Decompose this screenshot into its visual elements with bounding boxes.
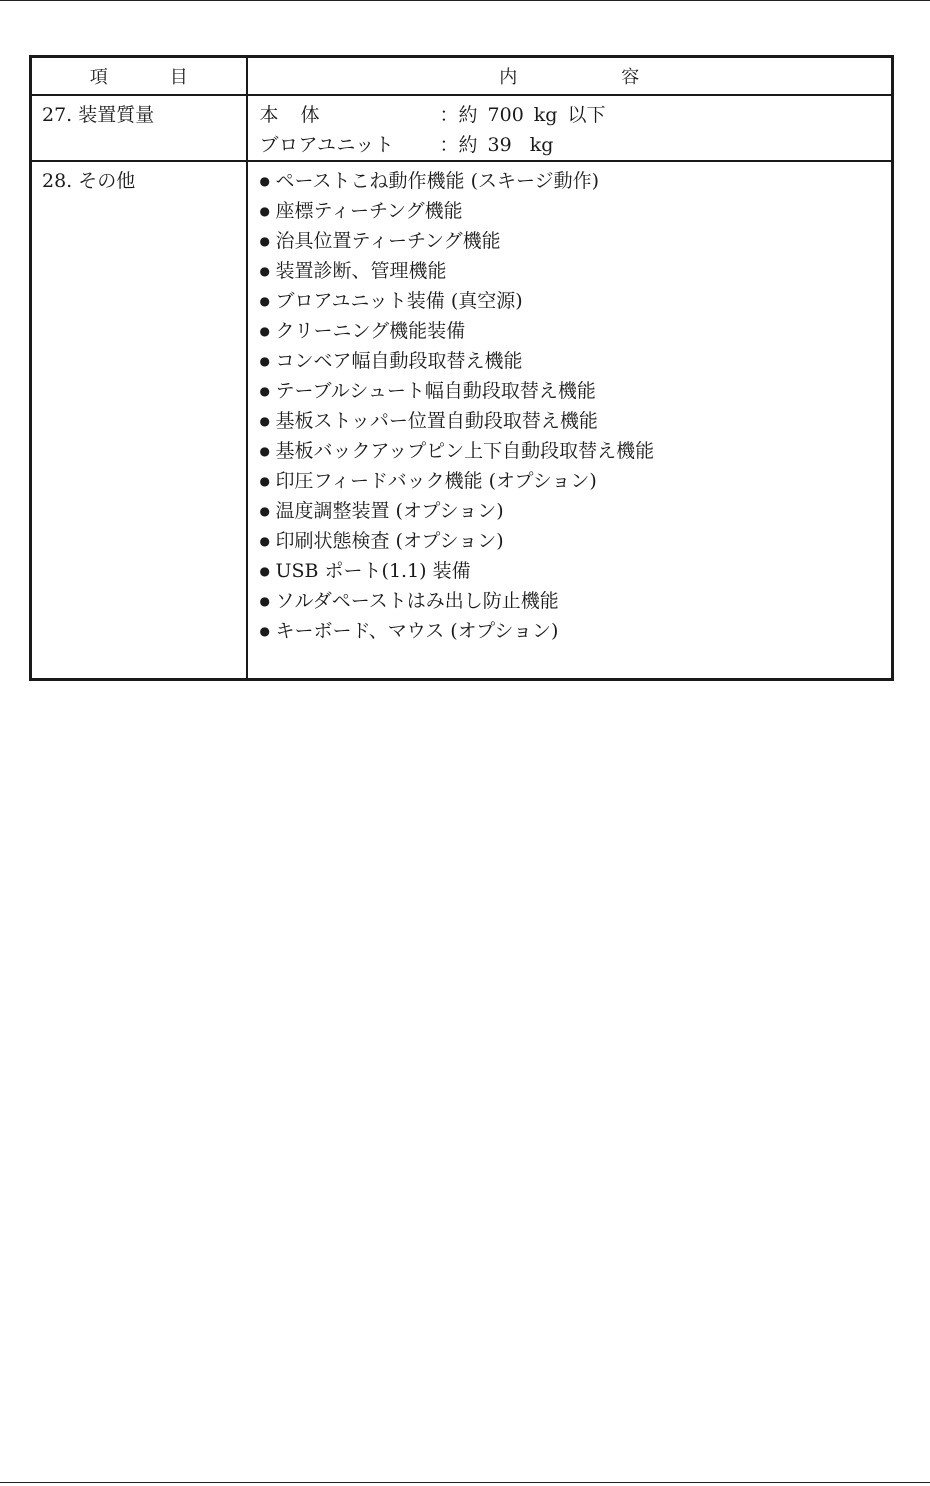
feature-item: ● 装置診断、管理機能 (260, 256, 892, 286)
bullet-icon: ● (259, 594, 270, 608)
feature-item: ● 印刷状態検査 (オプション) (260, 526, 892, 556)
bullet-icon: ● (259, 444, 270, 458)
feature-item: ● USB ポート(1.1) 装備 (260, 556, 892, 586)
table-header-row (31, 57, 893, 96)
weight-value-body: 700 (487, 104, 524, 126)
feature-item: ● ペーストこね動作機能 (スキージ動作) (260, 166, 892, 196)
weight-unit-body: kg (533, 104, 558, 126)
feature-item: ● 座標ティーチング機能 (260, 196, 892, 226)
feature-item: ● 基板バックアップピン上下自動段取替え機能 (260, 436, 892, 466)
bullet-icon: ● (259, 294, 270, 308)
bullet-icon: ● (259, 534, 270, 548)
bullet-icon: ● (259, 234, 270, 248)
header-content-char-2: 容 (621, 67, 640, 88)
content-cell-other (247, 161, 893, 680)
bullet-icon: ● (259, 564, 270, 578)
bullet-icon: ● (259, 414, 270, 428)
bullet-icon: ● (259, 624, 270, 638)
feature-item: ● 印圧フィードバック機能 (オプション) (260, 466, 892, 496)
feature-item: ● クリーニング機能装備 (260, 316, 892, 346)
table-row-other (31, 161, 893, 680)
feature-item: ● テーブルシュート幅自動段取替え機能 (260, 376, 892, 406)
bullet-icon: ● (259, 384, 270, 398)
weight-colon-blower: ：約 (439, 134, 478, 156)
weight-line-blower (260, 130, 892, 160)
weight-name-body: 本 体 (259, 104, 320, 126)
feature-item: ● ソルダペーストはみ出し防止機能 (260, 586, 892, 616)
weight-name-blower: ブロアユニット (259, 134, 395, 156)
bullet-icon: ● (259, 174, 270, 188)
header-content (247, 57, 893, 96)
header-item (31, 57, 247, 96)
feature-item: ● 基板ストッパー位置自動段取替え機能 (260, 406, 892, 436)
bullet-icon: ● (259, 324, 270, 338)
item-cell-weight: 27. 装置質量 (31, 95, 247, 161)
weight-unit-blower: kg (529, 134, 554, 156)
bullet-icon: ● (259, 504, 270, 518)
content-cell-weight (247, 95, 893, 161)
bullet-icon: ● (259, 264, 270, 278)
bullet-icon: ● (259, 474, 270, 488)
bottom-rule (0, 1482, 930, 1483)
item-cell-other: 28. その他 (31, 161, 247, 680)
weight-line-body (260, 100, 892, 130)
table-row-weight (31, 95, 893, 161)
feature-item: ● キーボード、マウス (オプション) (260, 616, 892, 646)
weight-value-blower: 39 (487, 134, 512, 156)
feature-item: ● 治具位置ティーチング機能 (260, 226, 892, 256)
feature-item: ● コンベア幅自動段取替え機能 (260, 346, 892, 376)
weight-suffix-body: 以下 (567, 104, 606, 126)
header-item-char-2: 目 (169, 67, 188, 88)
spec-table (29, 55, 894, 681)
feature-item: ● 温度調整装置 (オプション) (260, 496, 892, 526)
bullet-icon: ● (259, 204, 270, 218)
feature-item: ● ブロアユニット装備 (真空源) (260, 286, 892, 316)
top-rule (0, 0, 930, 1)
weight-colon: ：約 (439, 104, 478, 126)
header-content-char-1: 内 (499, 67, 518, 88)
bullet-icon: ● (259, 354, 270, 368)
header-item-char-1: 項 (89, 67, 108, 88)
